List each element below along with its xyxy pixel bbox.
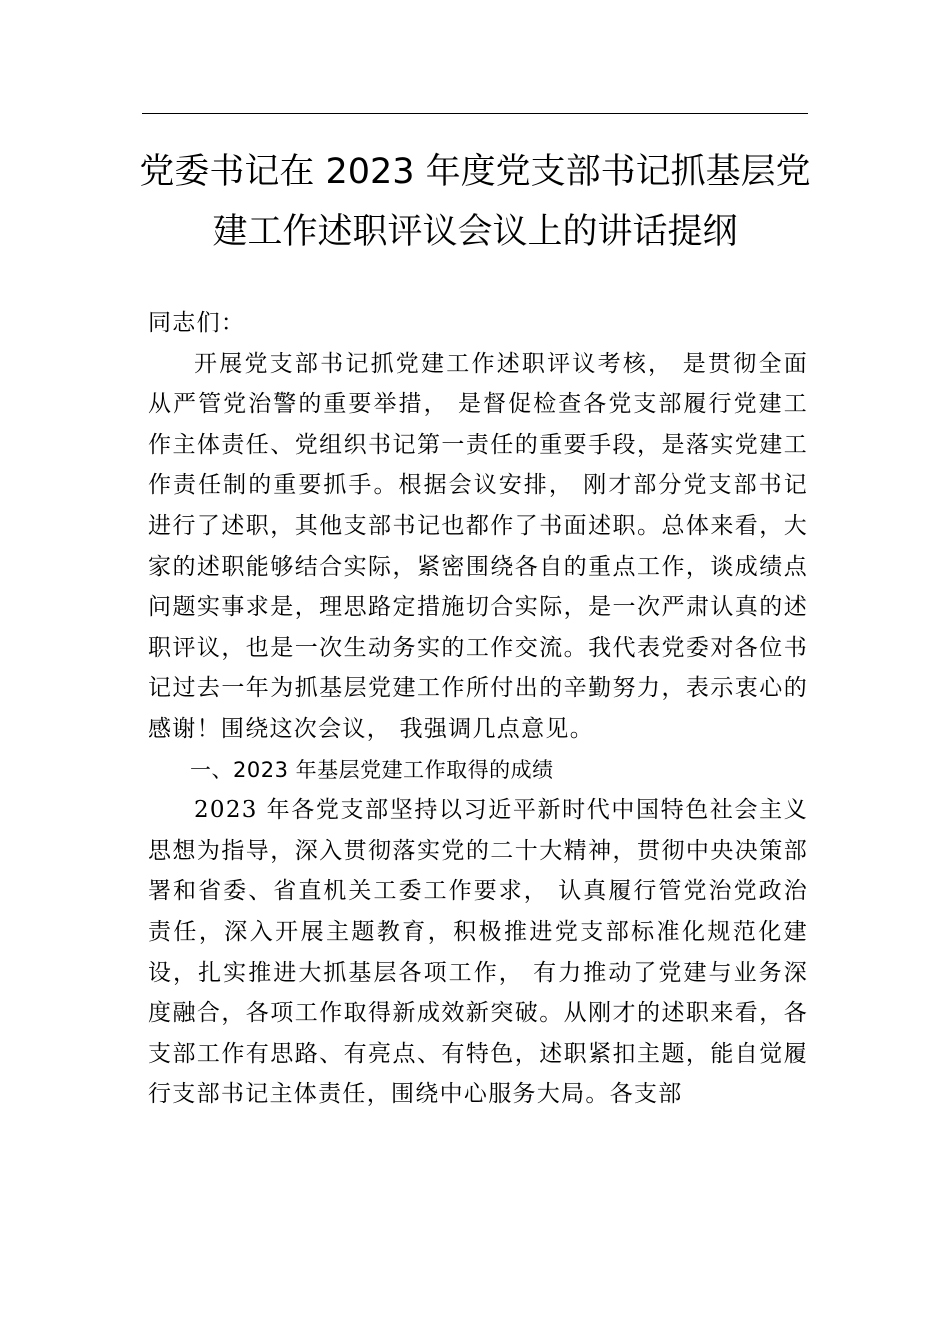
paragraph-intro: 开展党支部书记抓党建工作述职评议考核， 是贯彻全面从严管党治警的重要举措， 是督促检查各党支部履行党建工作主体责任、党组织书记第一责任的重要手段，是落实党建工作责任制的重要抓手。根据会议安排， 刚才部分党支部书记进行了述职，其他支部书记也都作了书面述职。总体来看，大家的述职能够结合实际，紧密围绕各自的重点工作，谈成绩点问题实事求是，理思路定措施切合实际，是一次严肃认真的述职评议，也是一次生动务实的工作交流。我代表党委对各位书记过去一年为抓基层党建工作所付出的辛勤努力，表示衷心的感谢！围绕这次会议， 我强调几点意见。 xyxy=(148,350,808,742)
title-line-1: 党委书记在 2023 年度党支部书记抓基层党 xyxy=(139,152,811,192)
header-rule xyxy=(142,113,808,114)
document-body xyxy=(148,303,808,1115)
paragraph-achievements: 2023 年各党支部坚持以习近平新时代中国特色社会主义思想为指导，深入贯彻落实党的二十大精神，贯彻中央决策部署和省委、省直机关工委工作要求， 认真履行管党治党政治责任，深入开展主题教育，积极推进党支部标准化规范化建设，扎实推进大抓基层各项工作， 有力推动了党建与业务深度融合，各项工作取得新成效新突破。从刚才的述职来看，各支部工作有思路、有亮点、有特色，述职紧扣主题，能自觉履行支部书记主体责任，围绕中心服务大局。各支部 xyxy=(148,797,808,1108)
section-heading-1: 一、2023 年基层党建工作取得的成绩 xyxy=(190,757,554,782)
title-line-2: 建工作述职评议会议上的讲话提纲 xyxy=(212,212,738,252)
salutation: 同志们： xyxy=(148,310,246,336)
document-title xyxy=(120,142,830,262)
